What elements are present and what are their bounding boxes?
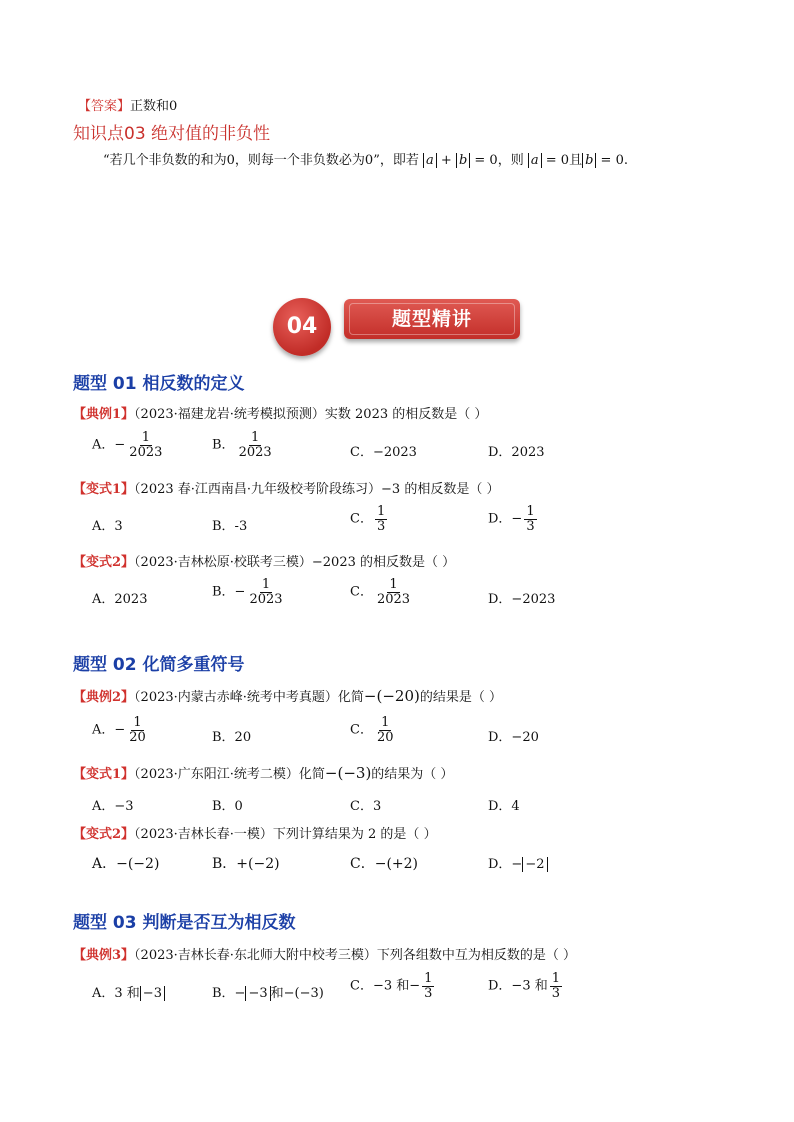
option-a[interactable] <box>92 716 150 744</box>
kp-body-prefix: “若几个非负数的和为0，则每一个非负数必为0”，即若 <box>103 153 419 168</box>
kp-body-mid2: 且 <box>569 153 583 168</box>
option-a[interactable]: A．3 <box>92 519 123 534</box>
question-tag: 【典例1】 <box>73 407 135 422</box>
question-text: （2023·吉林长春·东北师大附中校考三模）下列各组数中互为相反数的是（ ） <box>134 948 577 963</box>
section-badge <box>270 295 530 355</box>
option-label: C．−3 和− <box>350 978 421 994</box>
option-a[interactable]: A．−(−2) <box>92 856 160 872</box>
option-b[interactable]: B．20 <box>212 730 252 745</box>
fraction: $\frac{1}{3}$ <box>551 971 561 1001</box>
option-a[interactable]: A．2023 <box>92 592 148 607</box>
knowledge-point-body <box>103 149 628 168</box>
option-b[interactable]: B．+(−2) <box>212 856 280 872</box>
question-variant-2 <box>73 551 455 570</box>
question-variant-1 <box>73 478 499 497</box>
option-c[interactable] <box>350 578 414 606</box>
option-label: C． <box>350 511 373 527</box>
question-text: （2023·吉林松原·校联考三模）−2023 的相反数是（ ） <box>134 555 456 570</box>
fraction: $\frac{1}{2023}$ <box>249 577 283 607</box>
option-b[interactable] <box>212 982 324 1001</box>
abs-neg3: −3 <box>245 986 270 1001</box>
option-c[interactable] <box>350 505 389 533</box>
option-label: B．− <box>212 986 246 1001</box>
kp-body-mid1: ，则 <box>497 153 524 168</box>
question-tag: 【典例3】 <box>73 948 135 963</box>
knowledge-point-title: 知识点03 绝对值的非负性 <box>73 124 271 144</box>
option-a[interactable] <box>92 982 165 1001</box>
option-label: D．−3 和 <box>488 978 548 994</box>
abs-a: a <box>423 153 437 168</box>
question-tag: 【典例2】 <box>73 690 135 705</box>
question-tag: 【变式2】 <box>73 827 135 842</box>
fraction: $\frac{1}{2023}$ <box>376 577 411 607</box>
question-tag: 【变式2】 <box>73 555 135 570</box>
question-variant-1b <box>73 763 453 782</box>
option-label: B． <box>212 437 235 453</box>
option-label: A．− <box>92 722 126 738</box>
option-label: A． <box>92 437 115 453</box>
equals-zero-2: = 0 <box>545 153 570 168</box>
option-c[interactable]: C．−2023 <box>350 445 417 460</box>
option-b[interactable]: B．0 <box>212 799 243 814</box>
math-expression: −(−3) <box>324 764 372 782</box>
fraction: $\frac{1}{3}$ <box>526 504 535 534</box>
question-text: （2023·福建龙岩·统考模拟预测）实数 2023 的相反数是（ ） <box>134 407 488 422</box>
option-c[interactable]: C．−(+2) <box>350 856 419 872</box>
option-label: B．− <box>212 584 246 600</box>
option-label: C． <box>350 722 373 738</box>
section-title-02: 题型 02 化简多重符号 <box>73 655 245 675</box>
option-b[interactable] <box>212 578 287 606</box>
option-d[interactable] <box>488 853 548 872</box>
fraction: $\frac{1}{3}$ <box>376 504 386 534</box>
question-tag: 【变式1】 <box>73 767 135 782</box>
fraction: $\frac{1}{2023}$ <box>129 430 163 460</box>
question-text: （2023·吉林长春·一模）下列计算结果为 2 的是（ ） <box>134 827 437 842</box>
section-title-03: 题型 03 判断是否互为相反数 <box>73 913 296 933</box>
option-d[interactable]: D．−2023 <box>488 592 556 607</box>
section-title-01: 题型 01 相反数的定义 <box>73 374 245 394</box>
question-text: （2023·广东阳江·统考二模）化简 <box>134 767 325 782</box>
question-tag: 【变式1】 <box>73 482 135 497</box>
option-d[interactable] <box>488 972 564 1000</box>
option-label: A．3 和 <box>92 986 140 1001</box>
badge-number: 04 <box>273 298 331 356</box>
option-label: D．− <box>488 857 523 872</box>
option-d[interactable]: D．2023 <box>488 445 545 460</box>
option-d[interactable]: D．4 <box>488 799 520 814</box>
option-c[interactable]: C．3 <box>350 799 382 814</box>
option-c[interactable] <box>350 972 436 1000</box>
answer-tag: 【答案】 <box>78 99 131 114</box>
question-text: （2023·内蒙古赤峰·统考中考真题）化简 <box>134 690 364 705</box>
abs-neg3: −3 <box>140 986 165 1001</box>
abs-b-2: b <box>582 153 596 168</box>
option-b[interactable]: B．-3 <box>212 519 248 534</box>
question-example-1 <box>73 403 487 422</box>
question-example-3 <box>73 944 576 963</box>
abs-b: b <box>456 153 470 168</box>
option-d[interactable]: D．−20 <box>488 730 539 745</box>
option-c[interactable] <box>350 716 398 744</box>
question-text-end: 的结果是（ ） <box>419 690 502 705</box>
fraction: $\frac{1}{3}$ <box>424 971 433 1001</box>
option-a[interactable]: A．− $\frac{1}{2023}$ <box>92 430 163 460</box>
answer-line <box>78 95 177 114</box>
option-label: C． <box>350 584 373 600</box>
option-a[interactable]: A．−3 <box>92 799 134 814</box>
question-example-2 <box>73 686 502 705</box>
equals-zero: = 0 <box>474 153 498 168</box>
fraction: $\frac{1}{20}$ <box>376 715 394 745</box>
fraction: $\frac{1}{20}$ <box>129 715 146 745</box>
equals-zero-3: = 0 <box>600 153 624 168</box>
option-label: D．− <box>488 511 523 527</box>
option-d[interactable] <box>488 505 539 533</box>
fraction: $\frac{1}{2023}$ <box>238 430 272 460</box>
option-b[interactable] <box>212 431 276 459</box>
plus-sign: + <box>440 153 452 168</box>
badge-label: 题型精讲 <box>344 299 520 339</box>
question-text-end: 的结果为（ ） <box>371 767 454 782</box>
math-expression: −(−20) <box>363 687 420 705</box>
question-text: （2023 春·江西南昌·九年级校考阶段练习）−3 的相反数是（ ） <box>134 482 500 497</box>
question-variant-2b <box>73 823 437 842</box>
abs-neg2: −2 <box>522 857 547 872</box>
option-b-rest: 和−(−3) <box>270 986 324 1001</box>
abs-a-2: a <box>528 153 542 168</box>
answer-text: 正数和0 <box>130 99 178 114</box>
kp-body-end: . <box>623 153 628 168</box>
